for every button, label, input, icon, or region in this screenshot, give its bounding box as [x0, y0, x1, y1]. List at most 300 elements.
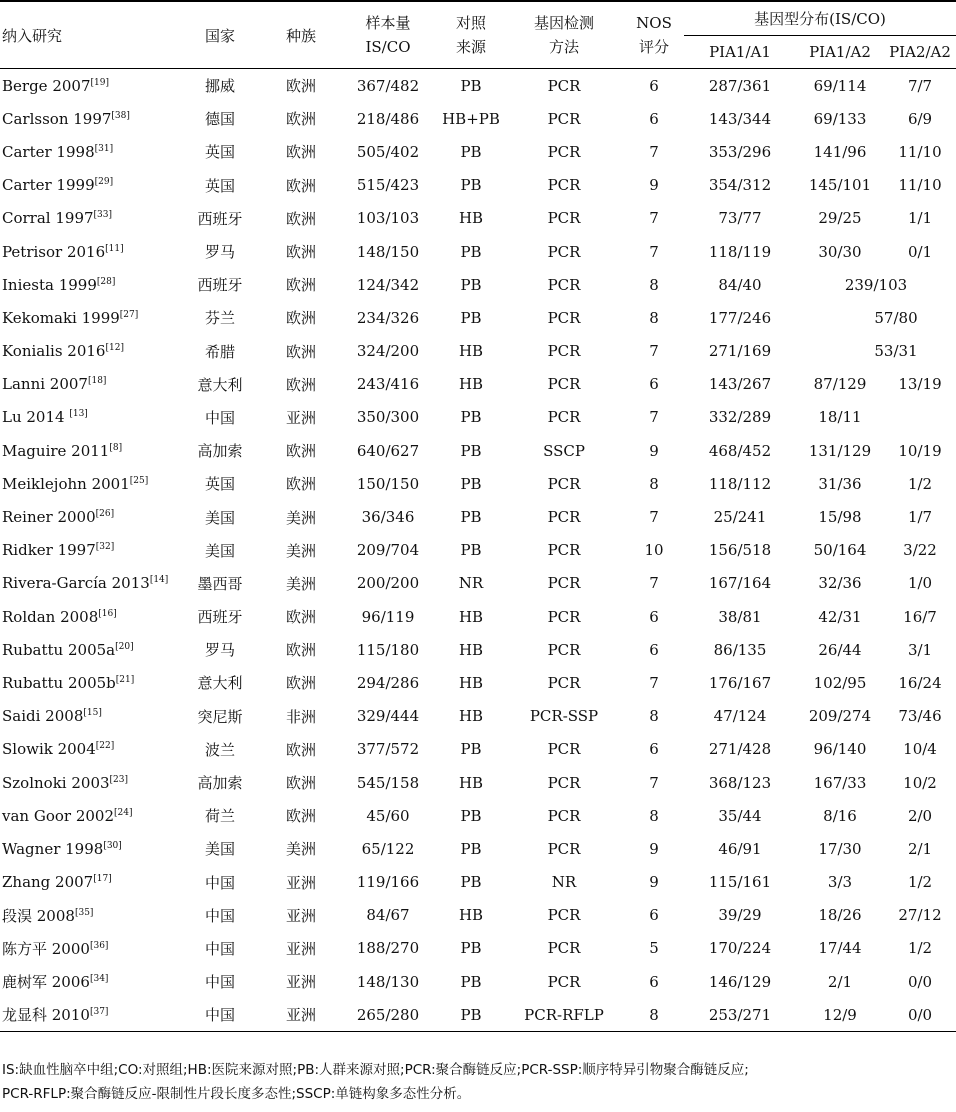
cell-genotype-a1a1: 354/312 [708, 176, 772, 195]
cell-genotype-a1a2: 50/164 [813, 541, 867, 560]
cell-genotype-a1a1: 73/77 [718, 209, 762, 228]
study-reference: [18] [87, 376, 107, 387]
header-nos-line2: 评分 [638, 38, 669, 56]
study-reference: [35] [74, 907, 94, 918]
cell-race: 欧洲 [285, 774, 316, 793]
cell-genotype-a1a1: 25/241 [713, 508, 767, 527]
cell-genotype-a2a2: 27/12 [898, 906, 942, 925]
cell-country: 希腊 [204, 342, 235, 361]
cell-study [0, 169, 176, 202]
cell-genotype-a1a2: 3/3 [827, 873, 853, 892]
cell-method: PCR-SSP [529, 707, 599, 726]
cell-genotype-a1a2: 18/26 [818, 906, 862, 925]
study-reference: [21] [115, 674, 135, 685]
study-reference: [15] [83, 708, 102, 719]
cell-sample-size: 367/482 [356, 76, 420, 95]
cell-sample-size: 515/423 [356, 176, 420, 195]
cell-method: SSCP [543, 441, 585, 460]
cell-race: 亚洲 [285, 873, 316, 892]
cell-method: PCR [547, 607, 581, 626]
cell-method: PCR [547, 342, 581, 361]
cell-nos-score: 8 [649, 308, 659, 327]
cell-race: 欧洲 [285, 342, 316, 361]
header-race: 种族 [264, 1, 338, 69]
cell-sample-size: 150/150 [356, 474, 420, 493]
table-row [0, 401, 956, 434]
cell-method: PCR [547, 906, 581, 925]
cell-study [0, 832, 176, 865]
cell-genotype-a1a1: 86/135 [713, 640, 767, 659]
cell-study [0, 202, 176, 235]
cell-race: 欧洲 [285, 243, 316, 262]
cell-genotype-a2a2: 13/19 [898, 375, 942, 394]
table-row [0, 633, 956, 666]
cell-nos-score: 8 [649, 275, 659, 294]
cell-genotype-a1a2: 209/274 [808, 707, 872, 726]
table-row [0, 600, 956, 633]
cell-genotype-a2a2: 1/0 [907, 574, 933, 593]
cell-sample-size: 265/280 [338, 998, 438, 1032]
study-reference: [31] [94, 143, 114, 154]
cell-method: PCR [547, 839, 581, 858]
cell-control-source: HB [458, 375, 484, 394]
cell-genotype-a1a1: 38/81 [718, 607, 762, 626]
cell-genotype-a1a1: 118/112 [708, 474, 772, 493]
cell-race: 欧洲 [285, 110, 316, 129]
study-name: Konialis 2016 [2, 342, 106, 361]
cell-race: 欧洲 [285, 375, 316, 394]
cell-country: 中国 [204, 873, 235, 892]
cell-method: PCR [547, 408, 581, 427]
cell-sample-size: 209/704 [356, 541, 420, 560]
cell-sample-size: 188/270 [356, 939, 420, 958]
study-reference: [13] [69, 409, 88, 420]
table-row [0, 766, 956, 799]
cell-sample-size: 377/572 [356, 740, 420, 759]
cell-nos-score: 7 [649, 673, 659, 692]
cell-nos-score: 6 [649, 972, 659, 991]
cell-genotype-a1a2: 29/25 [818, 209, 862, 228]
cell-control-source: PB [460, 972, 482, 991]
cell-sample-size: 350/300 [356, 408, 420, 427]
cell-country: 高加索 [197, 442, 243, 461]
study-name: Rubattu 2005a [2, 640, 116, 659]
study-name: Wagner 1998 [2, 839, 104, 858]
study-name: Saidi 2008 [2, 707, 84, 726]
cell-control-source: PB [460, 541, 482, 560]
cell-genotype-a1a1: 332/289 [708, 408, 772, 427]
cell-study [0, 69, 176, 103]
study-reference: [36] [89, 940, 109, 951]
cell-country: 波兰 [204, 740, 235, 759]
cell-genotype-a1a2-a2a2-combined: 53/31 [874, 342, 918, 361]
study-name: 龙显科 2010 [2, 1006, 90, 1025]
cell-study [0, 998, 176, 1032]
cell-nos-score: 6 [649, 640, 659, 659]
cell-method: PCR [547, 640, 581, 659]
cell-method: PCR [547, 673, 581, 692]
cell-genotype-a2a2: 3/22 [903, 541, 937, 560]
cell-control-source: NR [458, 574, 484, 593]
cell-genotype-a1a1: 35/44 [718, 806, 762, 825]
study-reference: [34] [89, 974, 109, 985]
header-study: 纳入研究 [0, 1, 176, 69]
header-genotype-group: 基因型分布(IS/CO) [684, 1, 956, 36]
study-reference: [20] [115, 641, 134, 652]
cell-method: PCR [547, 773, 581, 792]
cell-sample-size: 115/180 [356, 640, 420, 659]
cell-control-source: HB [458, 673, 484, 692]
study-name: Zhang 2007 [2, 873, 94, 892]
study-reference: [29] [94, 177, 114, 188]
cell-nos-score: 6 [649, 109, 659, 128]
cell-genotype-a1a1: 177/246 [708, 308, 772, 327]
cell-race: 非洲 [285, 707, 316, 726]
cell-method: PCR [547, 242, 581, 261]
cell-control-source: PB [460, 873, 482, 892]
study-name: van Goor 2002 [2, 806, 115, 825]
cell-control-source: HB+PB [442, 109, 500, 128]
cell-country: 英国 [204, 475, 235, 494]
study-name: Roldan 2008 [2, 607, 99, 626]
table-row [0, 866, 956, 899]
study-reference: [33] [93, 210, 113, 221]
cell-control-source: HB [458, 640, 484, 659]
cell-study [0, 534, 176, 567]
cell-study [0, 965, 176, 998]
cell-sample-size: 148/130 [356, 972, 420, 991]
cell-control-source: PB [460, 308, 482, 327]
cell-genotype-a1a2: 131/129 [808, 441, 872, 460]
cell-method: PCR [547, 176, 581, 195]
cell-race: 欧洲 [285, 608, 316, 627]
cell-genotype-a1a2-a2a2-combined: 57/80 [874, 308, 918, 327]
cell-genotype-a1a2: 30/30 [818, 242, 862, 261]
cell-genotype-a2a2: 1/7 [907, 508, 933, 527]
cell-genotype-a2a2: 11/10 [898, 142, 942, 161]
cell-genotype-a1a1: 271/428 [708, 740, 772, 759]
study-name: Maguire 2011 [2, 441, 110, 460]
cell-control-source: PB [460, 806, 482, 825]
cell-study [0, 633, 176, 666]
cell-genotype-a1a2: 17/30 [818, 839, 862, 858]
study-name: Meiklejohn 2001 [2, 474, 130, 493]
cell-control-source: PB [460, 740, 482, 759]
header-genotype-a2a2: PIA2/A2 [884, 36, 956, 69]
header-method-line2: 方法 [548, 38, 579, 56]
cell-method: PCR [547, 109, 581, 128]
table-row [0, 102, 956, 135]
cell-control-source: HB [458, 209, 484, 228]
cell-genotype-a1a2: 17/44 [818, 939, 862, 958]
cell-genotype-a1a2: 2/1 [827, 972, 853, 991]
cell-country: 西班牙 [197, 209, 243, 228]
study-reference: [17] [93, 874, 112, 885]
cell-country: 德国 [204, 110, 235, 129]
cell-sample-size: 243/416 [356, 375, 420, 394]
cell-control-source: PB [460, 275, 482, 294]
cell-country: 中国 [176, 998, 264, 1032]
cell-nos-score: 7 [649, 508, 659, 527]
cell-method: PCR [547, 740, 581, 759]
cell-nos-score: 8 [649, 707, 659, 726]
cell-genotype-a1a2: 69/133 [813, 109, 867, 128]
cell-genotype-a1a2: 8/16 [823, 806, 857, 825]
cell-genotype-a1a2: 31/36 [818, 474, 862, 493]
header-nos-line1: NOS [636, 14, 672, 32]
cell-genotype-a1a1: 368/123 [708, 773, 772, 792]
cell-country: 美国 [204, 508, 235, 527]
study-name: 鹿树军 2006 [2, 973, 90, 992]
cell-country: 突尼斯 [197, 707, 243, 726]
cell-genotype-a1a2: 102/95 [813, 673, 867, 692]
cell-nos-score: 9 [649, 839, 659, 858]
cell-race: 亚洲 [285, 408, 316, 427]
study-name: Lanni 2007 [2, 375, 88, 394]
study-name: Reiner 2000 [2, 508, 96, 527]
cell-control-source: PB [460, 474, 482, 493]
cell-sample-size: 84/67 [366, 906, 410, 925]
cell-genotype-a1a1: 170/224 [708, 939, 772, 958]
header-genotype-a1a2: PIA1/A2 [796, 36, 884, 69]
study-reference: [30] [103, 840, 122, 851]
cell-race: 欧洲 [285, 475, 316, 494]
cell-sample-size: 324/200 [356, 342, 420, 361]
study-reference: [8] [109, 442, 123, 453]
header-country: 国家 [176, 1, 264, 69]
cell-country: 美国 [204, 840, 235, 859]
cell-sample-size: 65/122 [361, 839, 415, 858]
study-reference: [25] [129, 475, 149, 486]
cell-race: 欧洲 [285, 674, 316, 693]
cell-sample-size: 124/342 [356, 275, 420, 294]
cell-genotype-a2a2 [884, 401, 956, 434]
cell-study [0, 666, 176, 699]
cell-race: 亚洲 [285, 973, 316, 992]
cell-genotype-a1a1: 46/91 [718, 839, 762, 858]
cell-nos-score: 6 [649, 906, 659, 925]
table-row [0, 500, 956, 533]
cell-country: 英国 [204, 176, 235, 195]
study-name: Carter 1999 [2, 176, 95, 195]
cell-nos-score: 7 [649, 209, 659, 228]
table-row [0, 534, 956, 567]
header-sample [338, 1, 438, 69]
cell-country: 西班牙 [197, 276, 243, 295]
cell-sample-size: 96/119 [361, 607, 415, 626]
cell-study [0, 567, 176, 600]
study-name: Slowik 2004 [2, 740, 96, 759]
cell-method: PCR [547, 939, 581, 958]
cell-country: 芬兰 [204, 309, 235, 328]
study-name: Carlsson 1997 [2, 109, 112, 128]
cell-genotype-a2a2: 1/1 [907, 209, 933, 228]
table-row [0, 268, 956, 301]
cell-genotype-a1a1: 143/344 [708, 109, 772, 128]
footnote-line-2: PCR-RFLP:聚合酶链反应-限制性片段长度多态性;SSCP:单链构象多态性分析。 [2, 1086, 471, 1102]
cell-study [0, 335, 176, 368]
cell-genotype-a1a1: 143/267 [708, 375, 772, 394]
table-row [0, 235, 956, 268]
cell-study [0, 899, 176, 932]
table-row [0, 368, 956, 401]
table-row [0, 69, 956, 103]
cell-race: 亚洲 [285, 939, 316, 958]
cell-control-source: HB [458, 607, 484, 626]
cell-nos-score: 7 [649, 574, 659, 593]
table-row [0, 899, 956, 932]
cell-genotype-a1a2: 18/11 [818, 408, 862, 427]
cell-method: PCR [547, 541, 581, 560]
cell-sample-size: 36/346 [361, 508, 415, 527]
study-reference: [28] [96, 276, 116, 287]
cell-genotype-a2a2: 10/19 [898, 441, 942, 460]
cell-race: 欧洲 [285, 176, 316, 195]
cell-study [0, 500, 176, 533]
header-sample-line1: 样本量 [365, 14, 411, 32]
cell-country: 美国 [204, 541, 235, 560]
cell-race: 美洲 [285, 508, 316, 527]
cell-study [0, 467, 176, 500]
cell-genotype-a2a2: 3/1 [907, 640, 933, 659]
cell-country: 罗马 [204, 641, 235, 660]
cell-control-source: PB [460, 408, 482, 427]
cell-genotype-a1a1: 118/119 [708, 242, 772, 261]
table-row [0, 202, 956, 235]
cell-method: PCR-RFLP [504, 998, 624, 1032]
study-reference: [16] [98, 608, 117, 619]
cell-sample-size: 119/166 [356, 873, 420, 892]
cell-country: 中国 [204, 939, 235, 958]
study-reference: [26] [95, 509, 115, 520]
cell-genotype-a2a2: 16/24 [898, 673, 942, 692]
cell-genotype-a1a2: 145/101 [808, 176, 872, 195]
cell-genotype-a2a2: 1/2 [907, 939, 933, 958]
cell-genotype-a1a1: 115/161 [708, 873, 772, 892]
cell-study [0, 102, 176, 135]
cell-genotype-a2a2: 73/46 [898, 707, 942, 726]
table-row [0, 998, 956, 1032]
table-row [0, 932, 956, 965]
cell-nos-score: 8 [624, 998, 684, 1032]
study-reference: [12] [105, 343, 124, 354]
cell-sample-size: 45/60 [366, 806, 410, 825]
cell-method: NR [551, 873, 577, 892]
cell-method: PCR [547, 806, 581, 825]
cell-control-source: HB [458, 707, 484, 726]
cell-nos-score: 8 [649, 806, 659, 825]
cell-genotype-a1a1: 84/40 [718, 275, 762, 294]
cell-race: 美洲 [285, 574, 316, 593]
cell-genotype-a2a2: 10/2 [903, 773, 937, 792]
study-reference: [24] [114, 807, 133, 818]
cell-control-source: PB [438, 998, 504, 1032]
cell-control-source: PB [460, 142, 482, 161]
cell-study [0, 700, 176, 733]
cell-study [0, 235, 176, 268]
study-name: Kekomaki 1999 [2, 308, 120, 327]
table-row [0, 169, 956, 202]
study-name: Iniesta 1999 [2, 275, 97, 294]
table-row [0, 832, 956, 865]
cell-country: 中国 [204, 973, 235, 992]
cell-genotype-a1a2: 141/96 [813, 142, 867, 161]
cell-study [0, 301, 176, 334]
cell-country: 荷兰 [204, 807, 235, 826]
cell-study [0, 766, 176, 799]
cell-study [0, 401, 176, 434]
study-name: Rubattu 2005b [2, 673, 116, 692]
study-name: 陈方平 2000 [2, 939, 90, 958]
cell-method: PCR [547, 76, 581, 95]
cell-genotype-a1a2: 12/9 [796, 998, 884, 1032]
cell-control-source: PB [460, 176, 482, 195]
study-name: Szolnoki 2003 [2, 773, 110, 792]
cell-method: PCR [547, 972, 581, 991]
cell-nos-score: 6 [649, 607, 659, 626]
table-row [0, 301, 956, 334]
cell-control-source: HB [458, 342, 484, 361]
cell-nos-score: 5 [649, 939, 659, 958]
study-name: Berge 2007 [2, 76, 91, 95]
cell-race: 欧洲 [285, 740, 316, 759]
cell-genotype-a1a2: 26/44 [818, 640, 862, 659]
cell-study [0, 600, 176, 633]
cell-sample-size: 329/444 [356, 707, 420, 726]
cell-race: 欧洲 [285, 442, 316, 461]
cell-genotype-a2a2: 16/7 [903, 607, 937, 626]
cell-race: 亚洲 [285, 906, 316, 925]
cell-method: PCR [547, 142, 581, 161]
cell-race: 欧洲 [285, 77, 316, 96]
cell-race: 亚洲 [264, 998, 338, 1032]
study-name: Carter 1998 [2, 142, 95, 161]
cell-nos-score: 9 [649, 873, 659, 892]
cell-nos-score: 8 [649, 474, 659, 493]
cell-nos-score: 7 [649, 242, 659, 261]
cell-genotype-a1a1: 287/361 [708, 76, 772, 95]
cell-sample-size: 200/200 [356, 574, 420, 593]
cell-genotype-a2a2: 2/1 [907, 839, 933, 858]
cell-sample-size: 234/326 [356, 308, 420, 327]
cell-genotype-a1a2: 15/98 [818, 508, 862, 527]
cell-race: 欧洲 [285, 209, 316, 228]
header-control-source [438, 1, 504, 69]
cell-study [0, 434, 176, 467]
cell-genotype-a1a2: 87/129 [813, 375, 867, 394]
cell-genotype-a2a2: 7/7 [907, 76, 933, 95]
cell-genotype-a2a2: 0/0 [907, 972, 933, 991]
cell-genotype-a1a1: 176/167 [708, 673, 772, 692]
header-method [504, 1, 624, 69]
cell-control-source: HB [458, 906, 484, 925]
cell-control-source: PB [460, 242, 482, 261]
cell-study [0, 135, 176, 168]
table-row [0, 434, 956, 467]
cell-country: 西班牙 [197, 608, 243, 627]
cell-genotype-a2a2: 2/0 [907, 806, 933, 825]
cell-sample-size: 545/158 [356, 773, 420, 792]
cell-control-source: PB [460, 441, 482, 460]
table-header [0, 1, 956, 69]
cell-genotype-a1a1: 167/164 [708, 574, 772, 593]
table-row [0, 335, 956, 368]
header-nos [624, 1, 684, 69]
cell-method: PCR [547, 209, 581, 228]
cell-method: PCR [547, 275, 581, 294]
cell-race: 欧洲 [285, 641, 316, 660]
table-row [0, 467, 956, 500]
